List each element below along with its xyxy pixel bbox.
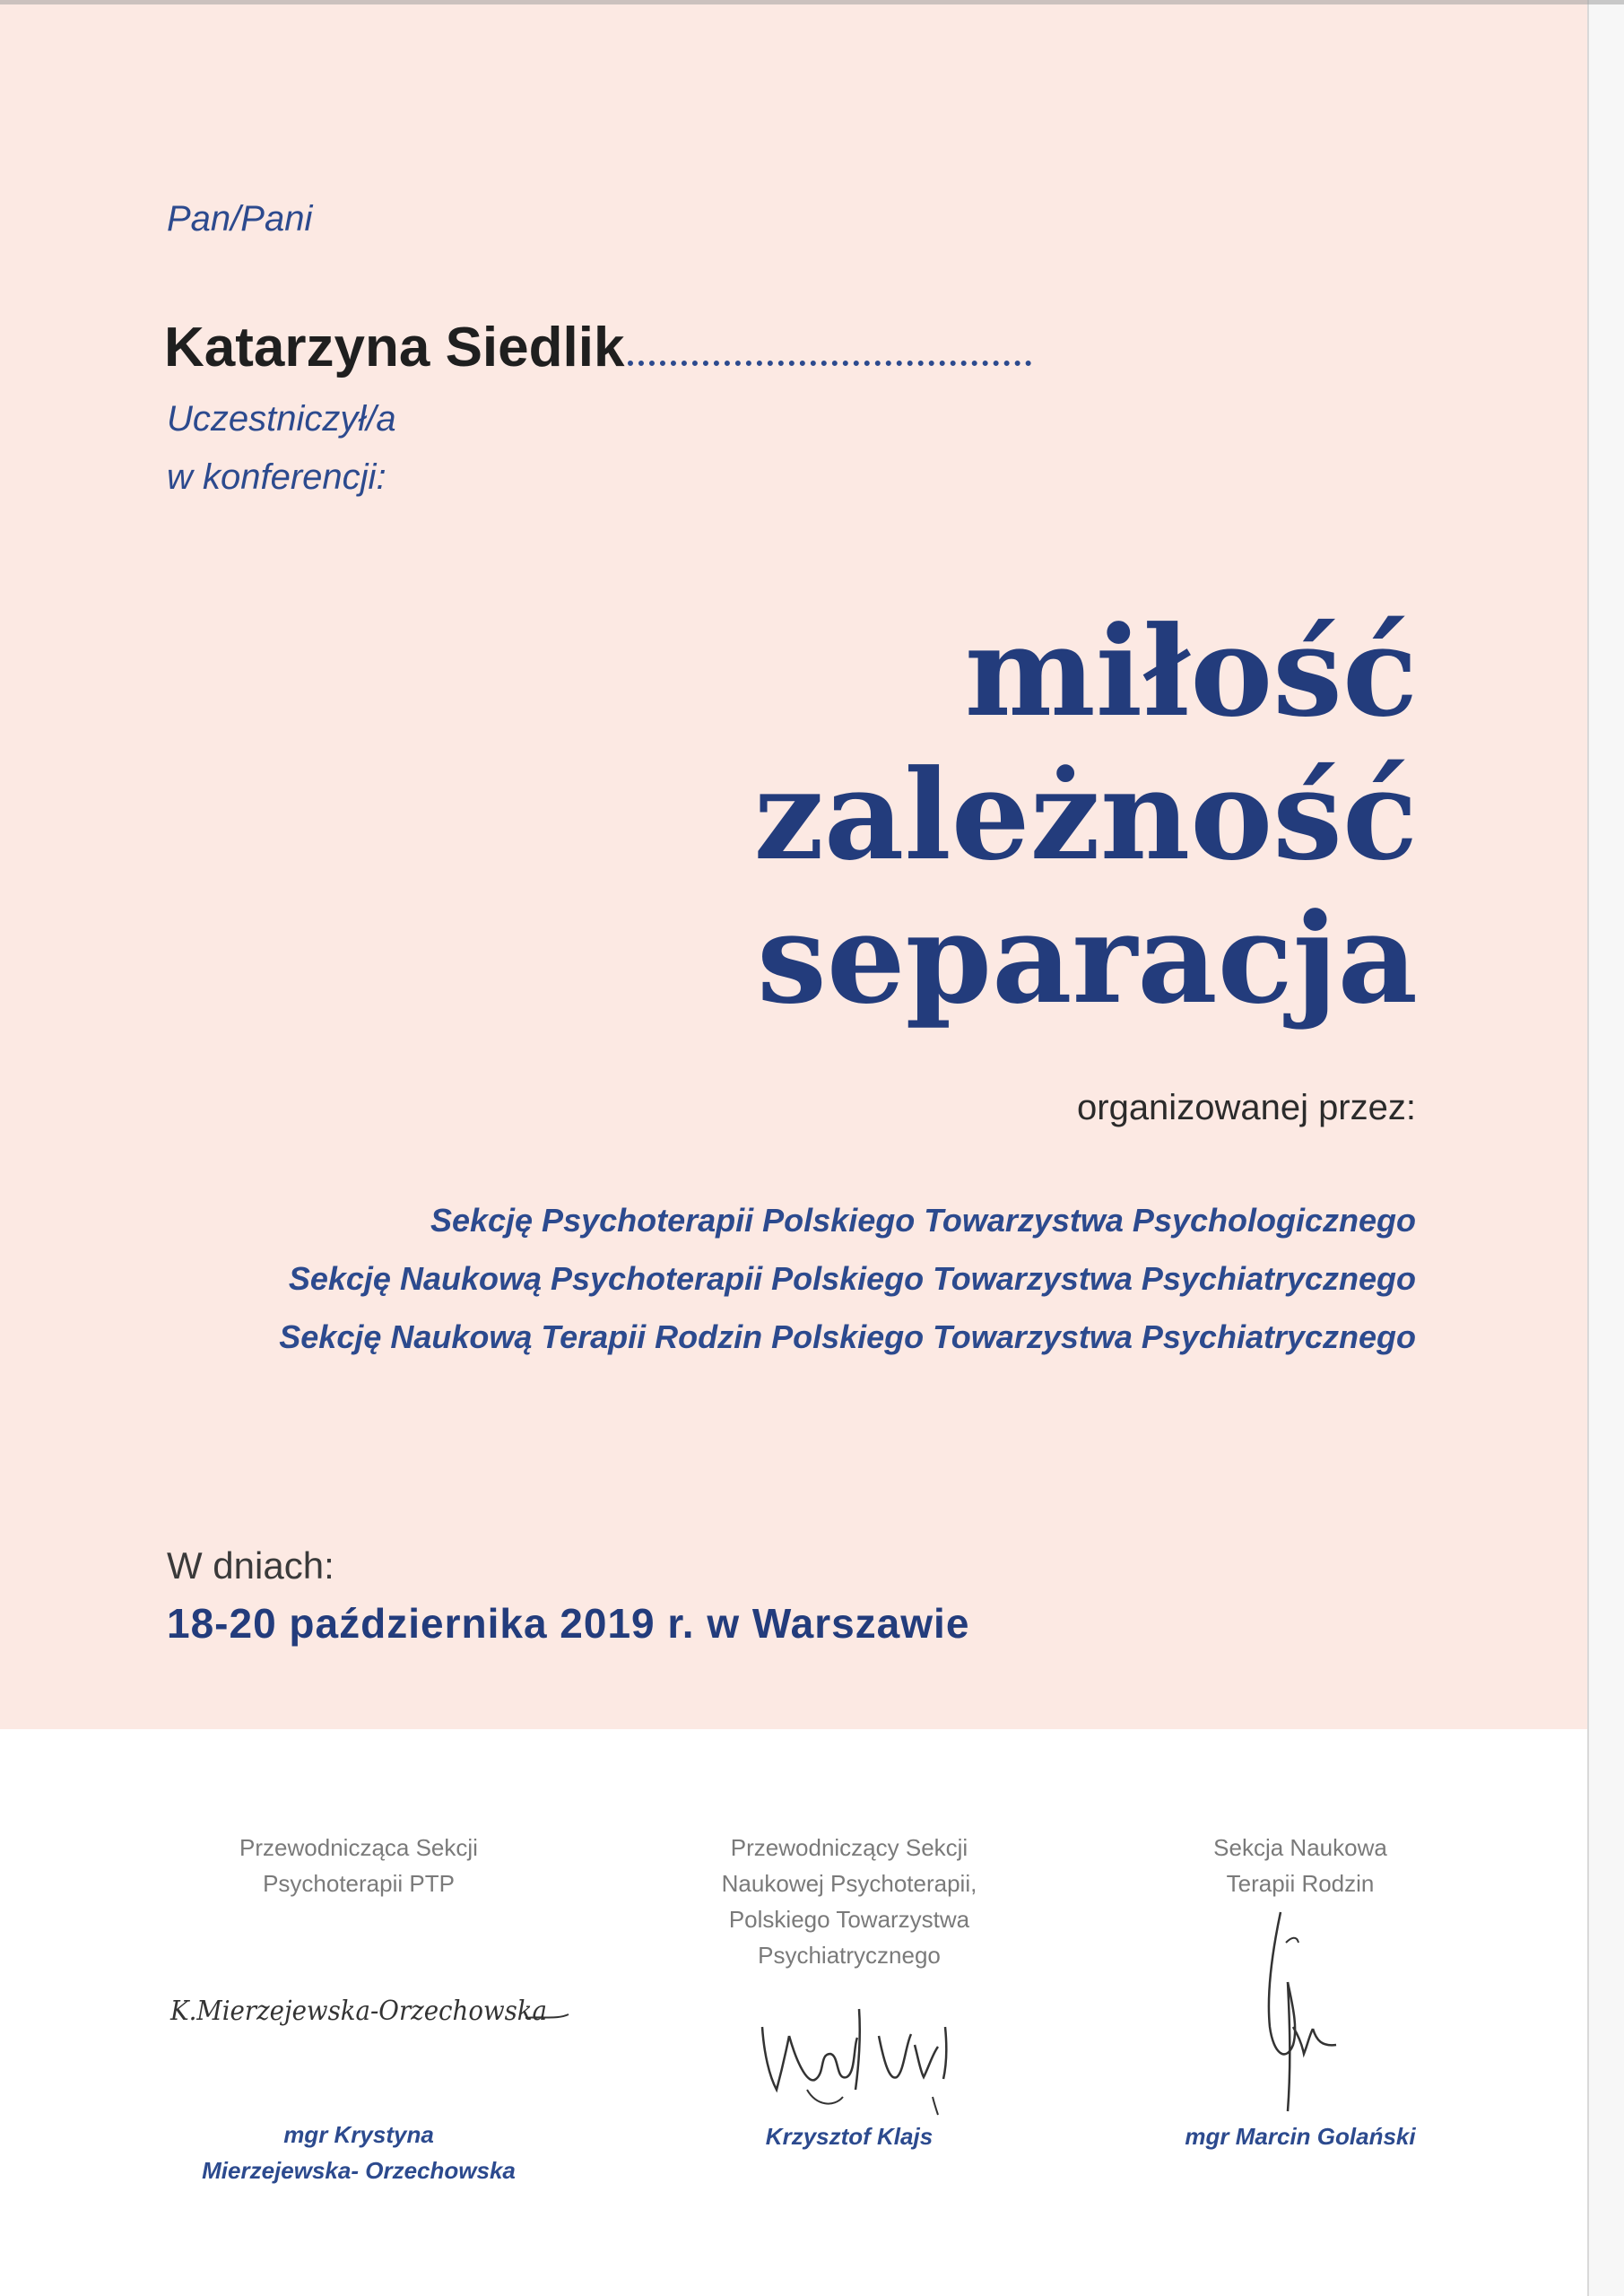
signatory-3-name: mgr Marcin Golański [1185,2123,1416,2150]
conference-title-line-2: zależność [753,742,1418,888]
signatory-1-name-line: Mierzejewska- Orzechowska [202,2157,516,2184]
name-dotted-line [628,352,1031,366]
signatory-3-role-line: Sekcja Naukowa [1213,1834,1387,1861]
salutation: Pan/Pani [167,199,313,239]
conference-title-line-1: miłość [964,598,1418,744]
signatory-2-role-line: Naukowej Psychoterapii, [721,1870,977,1897]
signatory-1-role-line: Przewodnicząca Sekcji [239,1834,478,1861]
organizer-2: Sekcję Naukową Psychoterapii Polskiego Towarzystwa Psychiatrycznego [288,1260,1416,1297]
page-edge [1587,0,1624,2296]
participant-name: Katarzyna Siedlik [164,317,625,378]
participated-line-1: Uczestniczył/a [167,399,396,439]
signatory-2-role-line: Psychiatrycznego [758,1942,941,1969]
signatory-1-role [161,1830,556,1901]
dates-label: W dniach: [167,1544,334,1587]
participant-name-line [164,316,1097,387]
signatory-2-role-line: Przewodniczący Sekcji [730,1834,968,1861]
organized-by-label: organizowanej przez: [1077,1088,1416,1127]
signatory-2-signature [753,1991,960,2121]
signatory-3-role-line: Terapii Rodzin [1226,1870,1375,1897]
signatory-1-signature-text: K.Mierzejewska-Orzechowska [169,1996,547,2027]
signatory-1-name-line: mgr Krystyna [283,2121,434,2148]
scan-top-edge [0,0,1624,4]
conference-title-line-3: separacja [757,885,1418,1031]
signatory-2-role [652,1830,1046,1973]
organizer-3: Sekcję Naukową Terapii Rodzin Polskiego Towarzystwa Psychiatrycznego [279,1318,1416,1355]
signatory-3-signature [1246,1910,1345,2121]
signatory-1-signature [167,1982,570,2040]
conference-dates: 18-20 października 2019 r. w Warszawie [167,1600,970,1647]
signatory-2-name: Krzysztof Klajs [765,2123,934,2150]
participated-line-2: w konferencji: [167,457,386,497]
signatory-3-role [1103,1830,1498,1901]
signatory-1-role-line: Psychoterapii PTP [263,1870,455,1897]
signatory-2-role-line: Polskiego Towarzystwa [728,1906,970,1933]
organizer-1: Sekcję Psychoterapii Polskiego Towarzystwa Psychologicznego [430,1202,1416,1239]
